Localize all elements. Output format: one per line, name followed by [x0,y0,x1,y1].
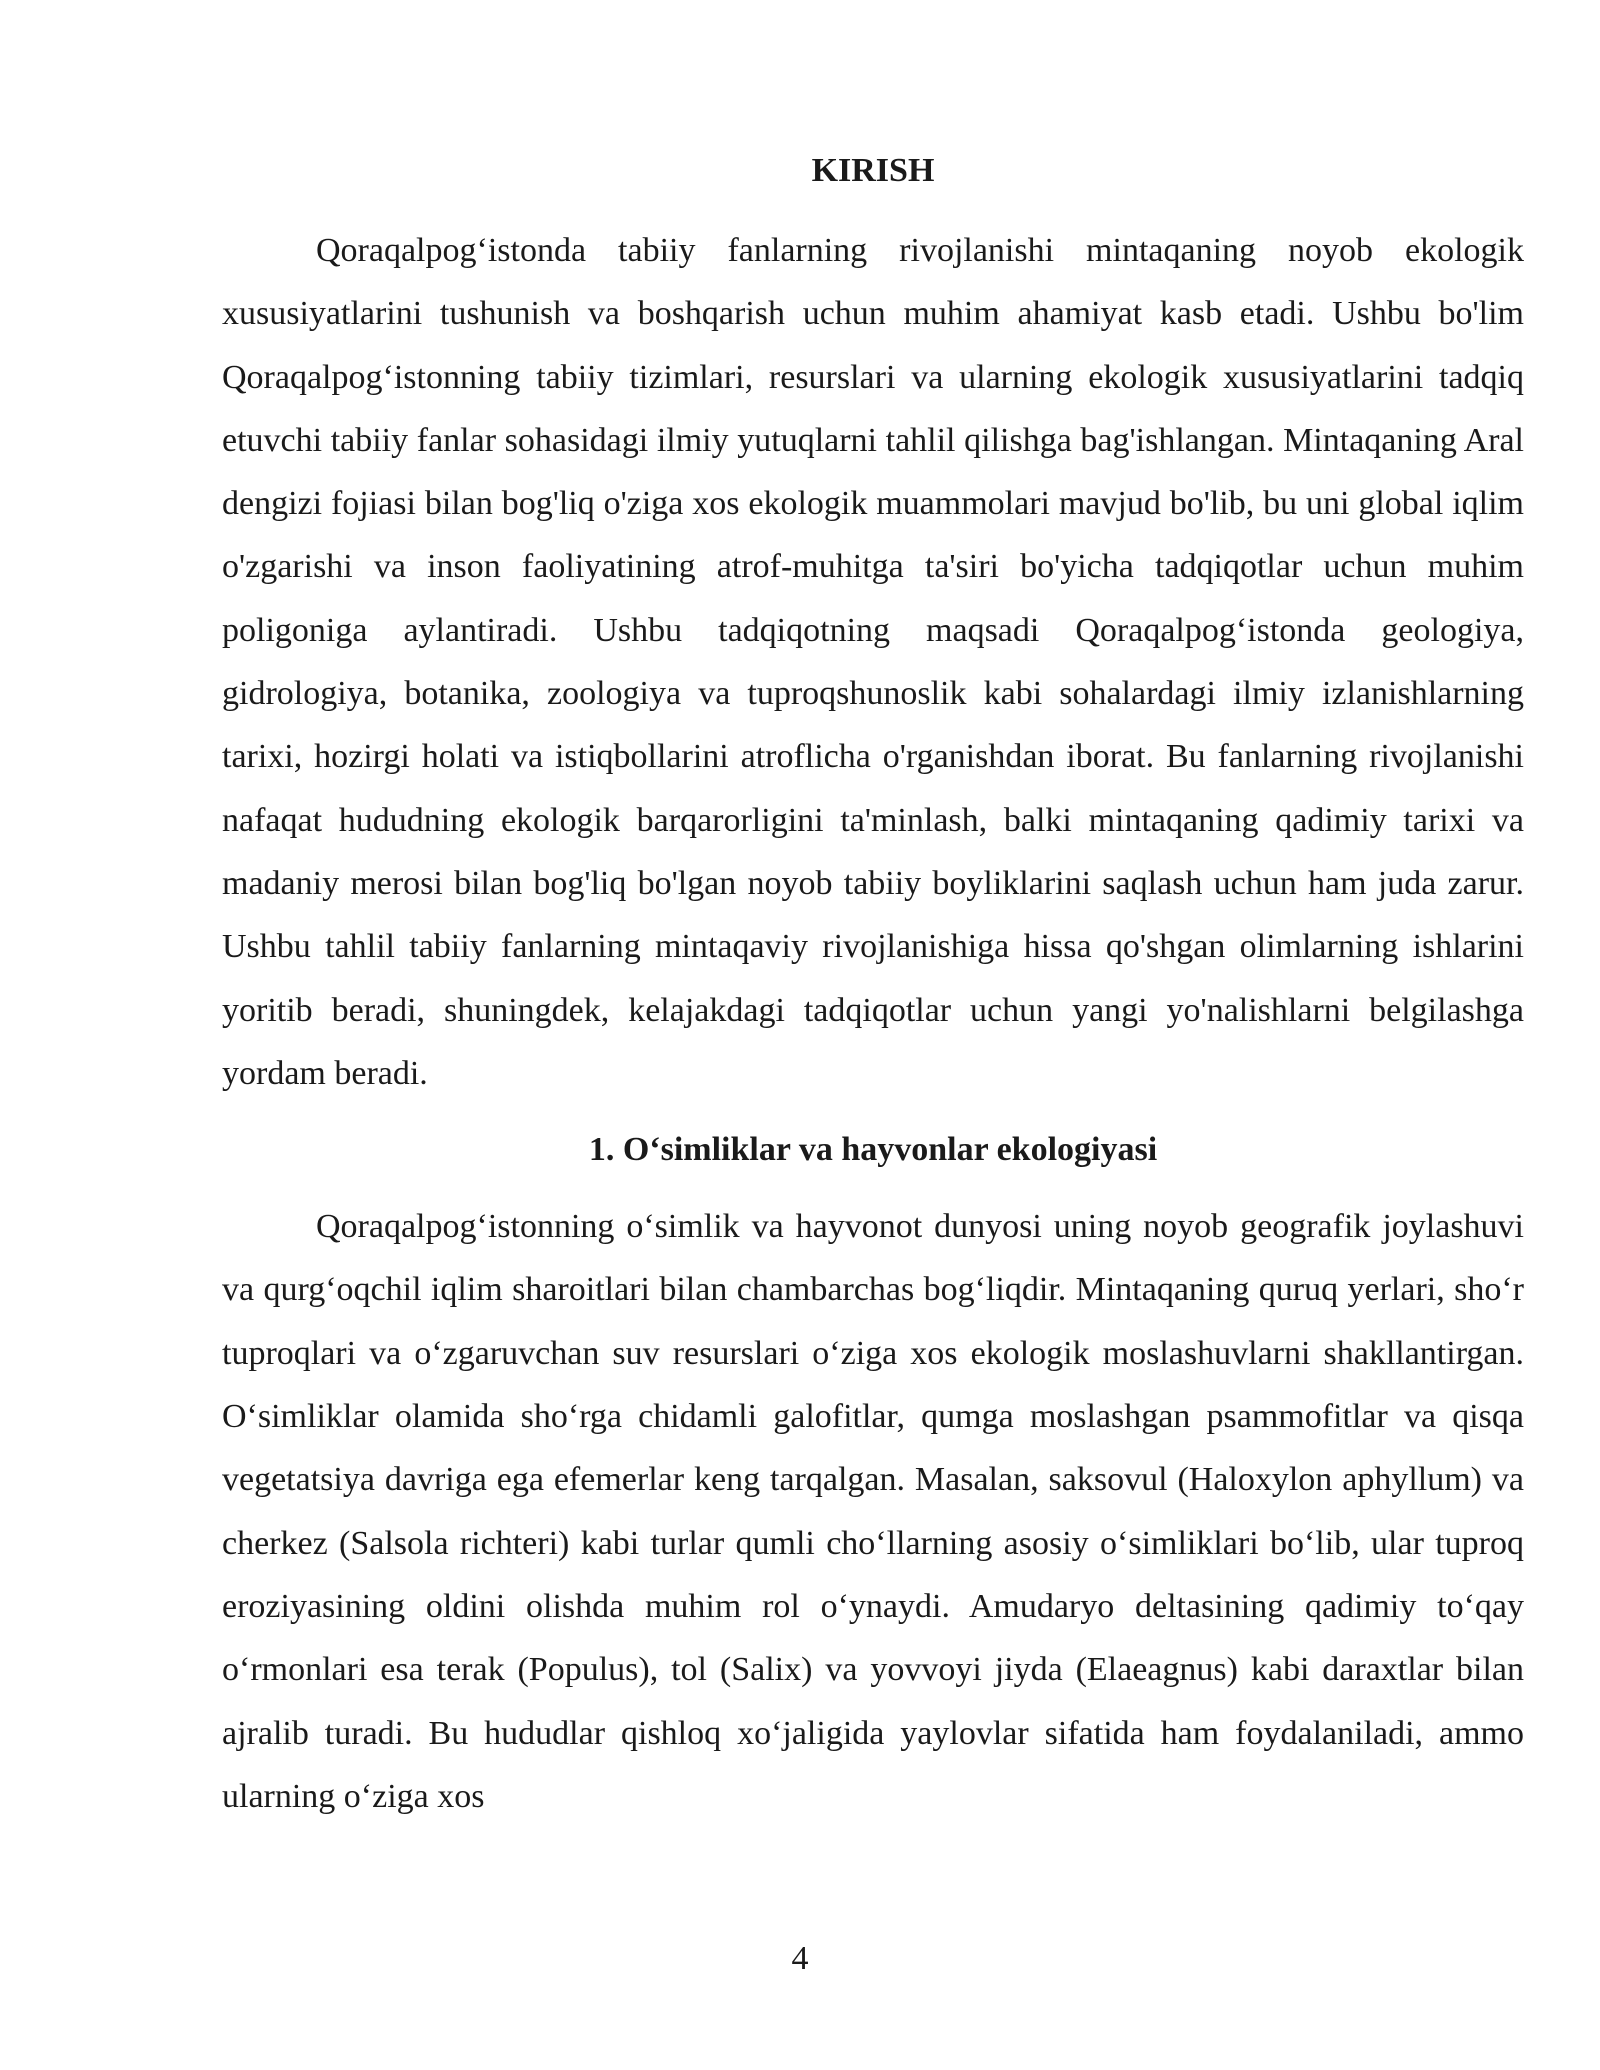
intro-paragraph: Qoraqalpog‘istonda tabiiy fanlarning rivojlanishi mintaqaning noyob ekologik xususiyatlarini tushunish va boshqarish uchun muhim ahamiyat kasb etadi. Ushbu bo'lim Qoraqalpog‘istonning tabiiy tizimlari, resurslari va ularning ekologik xususiyatlarini tadqiq etuvchi tabiiy fanlar sohasidagi ilmiy yutuqlarni tahlil qilishga bag'ishlangan. Mintaqaning Aral dengizi fojiasi bilan bog'liq o'ziga xos ekologik muammolari mavjud bo'lib, bu uni global iqlim o'zgarishi va inson faoliyatining atrof-muhitga ta'siri bo'yicha tadqiqotlar uchun muhim poligoniga aylantiradi. Ushbu tadqiqotning maqsadi Qoraqalpog‘istonda geologiya, gidrologiya, botanika, zoologiya va tuproqshunoslik kabi sohalardagi ilmiy izlanishlarning tarixi, hozirgi holati va istiqbollarini atroflicha o'rganishdan iborat. Bu fanlarning rivojlanishi nafaqat hududning ekologik barqarorligini ta'minlash, balki mintaqaning qadimiy tarixi va madaniy merosi bilan bog'liq bo'lgan noyob tabiiy boyliklarini saqlash uchun ham juda zarur. Ushbu tahlil tabiiy fanlarning mintaqaviy rivojlanishiga hissa qo'shgan olimlarning ishlarini yoritib beradi, shuningdek, kelajakdagi tadqiqotlar uchun yangi yo'nalishlarni belgilashga yordam beradi. [222,232,1524,1092]
section-heading: 1. O‘simliklar va hayvonlar ekologiyasi [588,1131,1158,1169]
page-number: 4 [791,1940,809,1977]
chapter-title: KIRISH [811,152,935,189]
section-paragraph: Qoraqalpog‘istonning o‘simlik va hayvonot dunyosi uning noyob geografik joylashuvi va qurg‘oqchil iqlim sharoitlari bilan chambarchas bog‘liqdir. Mintaqaning quruq yerlari, sho‘r tuproqlari va o‘zgaruvchan suv resurslari o‘ziga xos ekologik moslashuvlarni shakllantirgan. O‘simliklar olamida sho‘rga chidamli galofitlar, qumga moslashgan psammofitlar va qisqa vegetatsiya davriga ega efemerlar keng tarqalgan. Masalan, saksovul (Haloxylon aphyllum) va cherkez (Salsola richteri) kabi turlar qumli cho‘llarning asosiy o‘simliklari bo‘lib, ular tuproq eroziyasining oldini olishda muhim rol o‘ynaydi. Amudaryo deltasining qadimiy to‘qay o‘rmonlari esa terak (Populus), tol (Salix) va yovvoyi jiyda (Elaeagnus) kabi daraxtlar bilan ajralib turadi. Bu hududlar qishloq xo‘jaligida yaylovlar sifatida ham foydalaniladi, ammo ularning o‘ziga xos [222,1208,1524,1815]
page-content [222,150,1524,1828]
